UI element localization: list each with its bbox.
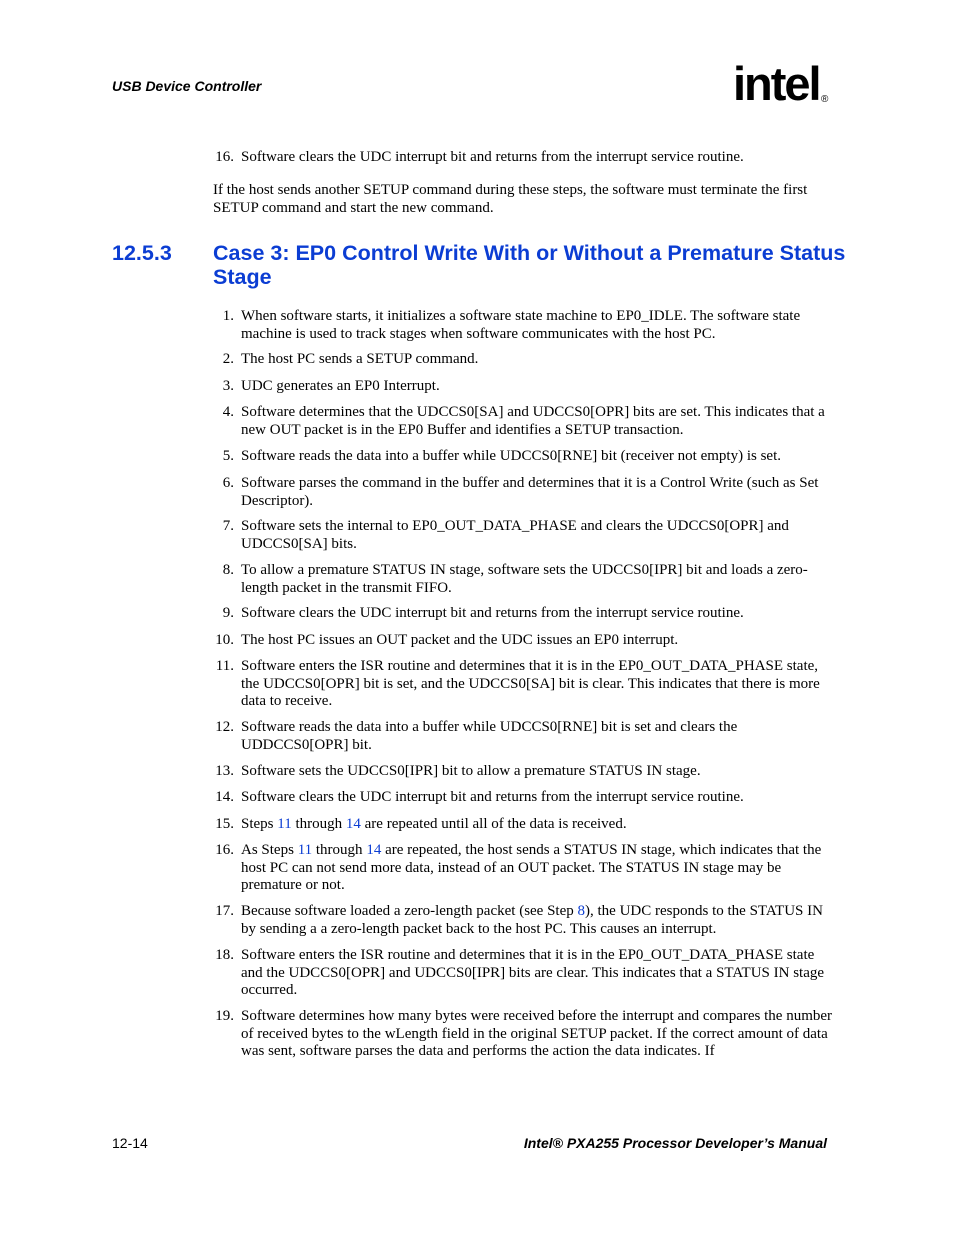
list-text: Software reads the data into a buffer while UDCCS0[RNE] bit is set and clears the UDDCCS0[OPR] bit. bbox=[241, 719, 738, 753]
list-number: 14. bbox=[215, 789, 234, 805]
list-text-fragment: are repeated, the host sends a STATUS IN stage, which indicates that the host PC can not send more data, instead of an OUT packet. The STATUS IN stage may be premature or not. bbox=[241, 842, 822, 893]
list-text: To allow a premature STATUS IN stage, software sets the UDCCS0[IPR] bit and loads a zero-length packet in the transmit FIFO. bbox=[241, 562, 808, 596]
list-number: 13. bbox=[215, 763, 234, 779]
list-text-fragment: As Steps bbox=[241, 842, 298, 858]
list-number: 4. bbox=[222, 404, 234, 420]
logo-wordmark: intel bbox=[733, 57, 820, 110]
manual-title: Intel® PXA255 Processor Developer’s Manual bbox=[523, 1135, 827, 1151]
list-text: Software sets the internal to EP0_OUT_DATA_PHASE and clears the UDCCS0[OPR] and UDCCS0[SA] bits. bbox=[241, 518, 789, 552]
list-number: 11. bbox=[215, 658, 234, 674]
list-number: 8. bbox=[222, 562, 234, 578]
list-number: 7. bbox=[222, 518, 234, 534]
list-text: Software clears the UDC interrupt bit and returns from the interrupt service routine. bbox=[241, 149, 744, 165]
list-number: 3. bbox=[222, 378, 234, 394]
list-text-fragment: are repeated until all of the data is received. bbox=[360, 816, 627, 832]
list-text: UDC generates an EP0 Interrupt. bbox=[241, 378, 440, 394]
list-number: 6. bbox=[222, 475, 234, 491]
registered-mark: ® bbox=[821, 94, 829, 105]
list-text-fragment: ), the UDC responds to the STATUS IN by sending a a zero-length packet back to the host PC. This causes an interrupt. bbox=[241, 903, 823, 937]
page-number: 12-14 bbox=[112, 1135, 148, 1151]
list-number: 10. bbox=[215, 632, 234, 648]
list-number: 16. bbox=[215, 842, 234, 858]
list-text: Software parses the command in the buffer and determines that it is a Control Write (such as Set Descriptor). bbox=[241, 475, 819, 509]
step-reference-link[interactable]: 14 bbox=[366, 842, 382, 858]
list-number: 17. bbox=[215, 903, 234, 919]
list-number: 5. bbox=[222, 448, 234, 464]
list-number: 9. bbox=[222, 605, 234, 621]
list-text-fragment: through bbox=[312, 842, 367, 858]
step-reference-link[interactable]: 14 bbox=[345, 816, 361, 832]
list-text: Software sets the UDCCS0[IPR] bit to allow a premature STATUS IN stage. bbox=[241, 763, 701, 779]
list-text bbox=[241, 816, 833, 834]
intro-paragraph: If the host sends another SETUP command during these steps, the software must terminate the first SETUP command and start the new command. bbox=[213, 182, 808, 216]
list-number: 15. bbox=[215, 816, 234, 832]
list-number: 18. bbox=[215, 947, 234, 963]
list-text-fragment: Steps bbox=[241, 816, 278, 832]
list-text: Software reads the data into a buffer while UDCCS0[RNE] bit (receiver not empty) is set. bbox=[241, 448, 781, 464]
intel-logo bbox=[733, 58, 833, 120]
list-text bbox=[241, 842, 833, 895]
list-text: Software determines that the UDCCS0[SA] and UDCCS0[OPR] bits are set. This indicates that a new OUT packet is in the EP0 Buffer and identifies a SETUP transaction. bbox=[241, 404, 825, 438]
list-number: 2. bbox=[222, 351, 234, 367]
running-header: USB Device Controller bbox=[112, 78, 262, 94]
list-text: Software enters the ISR routine and determines that it is in the EP0_OUT_DATA_PHASE state and the UDCCS0[OPR] and UDCCS0[IPR] bits are clear. This indicates that a STATUS IN stage occurred. bbox=[241, 947, 825, 998]
section-number: 12.5.3 bbox=[112, 241, 172, 265]
step-reference-link[interactable]: 8 bbox=[577, 903, 586, 919]
list-text: When software starts, it initializes a software state machine to EP0_IDLE. The software state machine is used to track stages when software communicates with the host PC. bbox=[241, 308, 801, 342]
list-text: Software determines how many bytes were received before the interrupt and compares the number of received bytes to the wLength field in the original SETUP packet. If the correct amount of data was sent, software parses the data and performs the action the data indicates. If bbox=[241, 1008, 833, 1059]
section-title: Case 3: EP0 Control Write With or Without a Premature Status Stage bbox=[213, 241, 846, 289]
list-text: The host PC sends a SETUP command. bbox=[241, 351, 479, 367]
list-text: Software clears the UDC interrupt bit and returns from the interrupt service routine. bbox=[241, 789, 744, 805]
list-text: Software clears the UDC interrupt bit and returns from the interrupt service routine. bbox=[241, 605, 744, 621]
list-number: 19. bbox=[215, 1008, 234, 1024]
list-number: 1. bbox=[222, 308, 234, 324]
list-text bbox=[241, 903, 833, 938]
list-text-fragment: through bbox=[291, 816, 346, 832]
step-reference-link[interactable]: 11 bbox=[277, 816, 292, 832]
list-text: Software enters the ISR routine and determines that it is in the EP0_OUT_DATA_PHASE state, the UDCCS0[OPR] bit is set, and the UDCCS0[SA] bit is clear. This indicates that there is more data to receive. bbox=[241, 658, 820, 709]
list-number: 12. bbox=[215, 719, 234, 735]
step-reference-link[interactable]: 11 bbox=[297, 842, 313, 858]
list-number: 16. bbox=[215, 149, 234, 165]
list-text: The host PC issues an OUT packet and the UDC issues an EP0 interrupt. bbox=[241, 632, 679, 648]
list-text-fragment: Because software loaded a zero-length packet (see Step bbox=[241, 903, 578, 919]
